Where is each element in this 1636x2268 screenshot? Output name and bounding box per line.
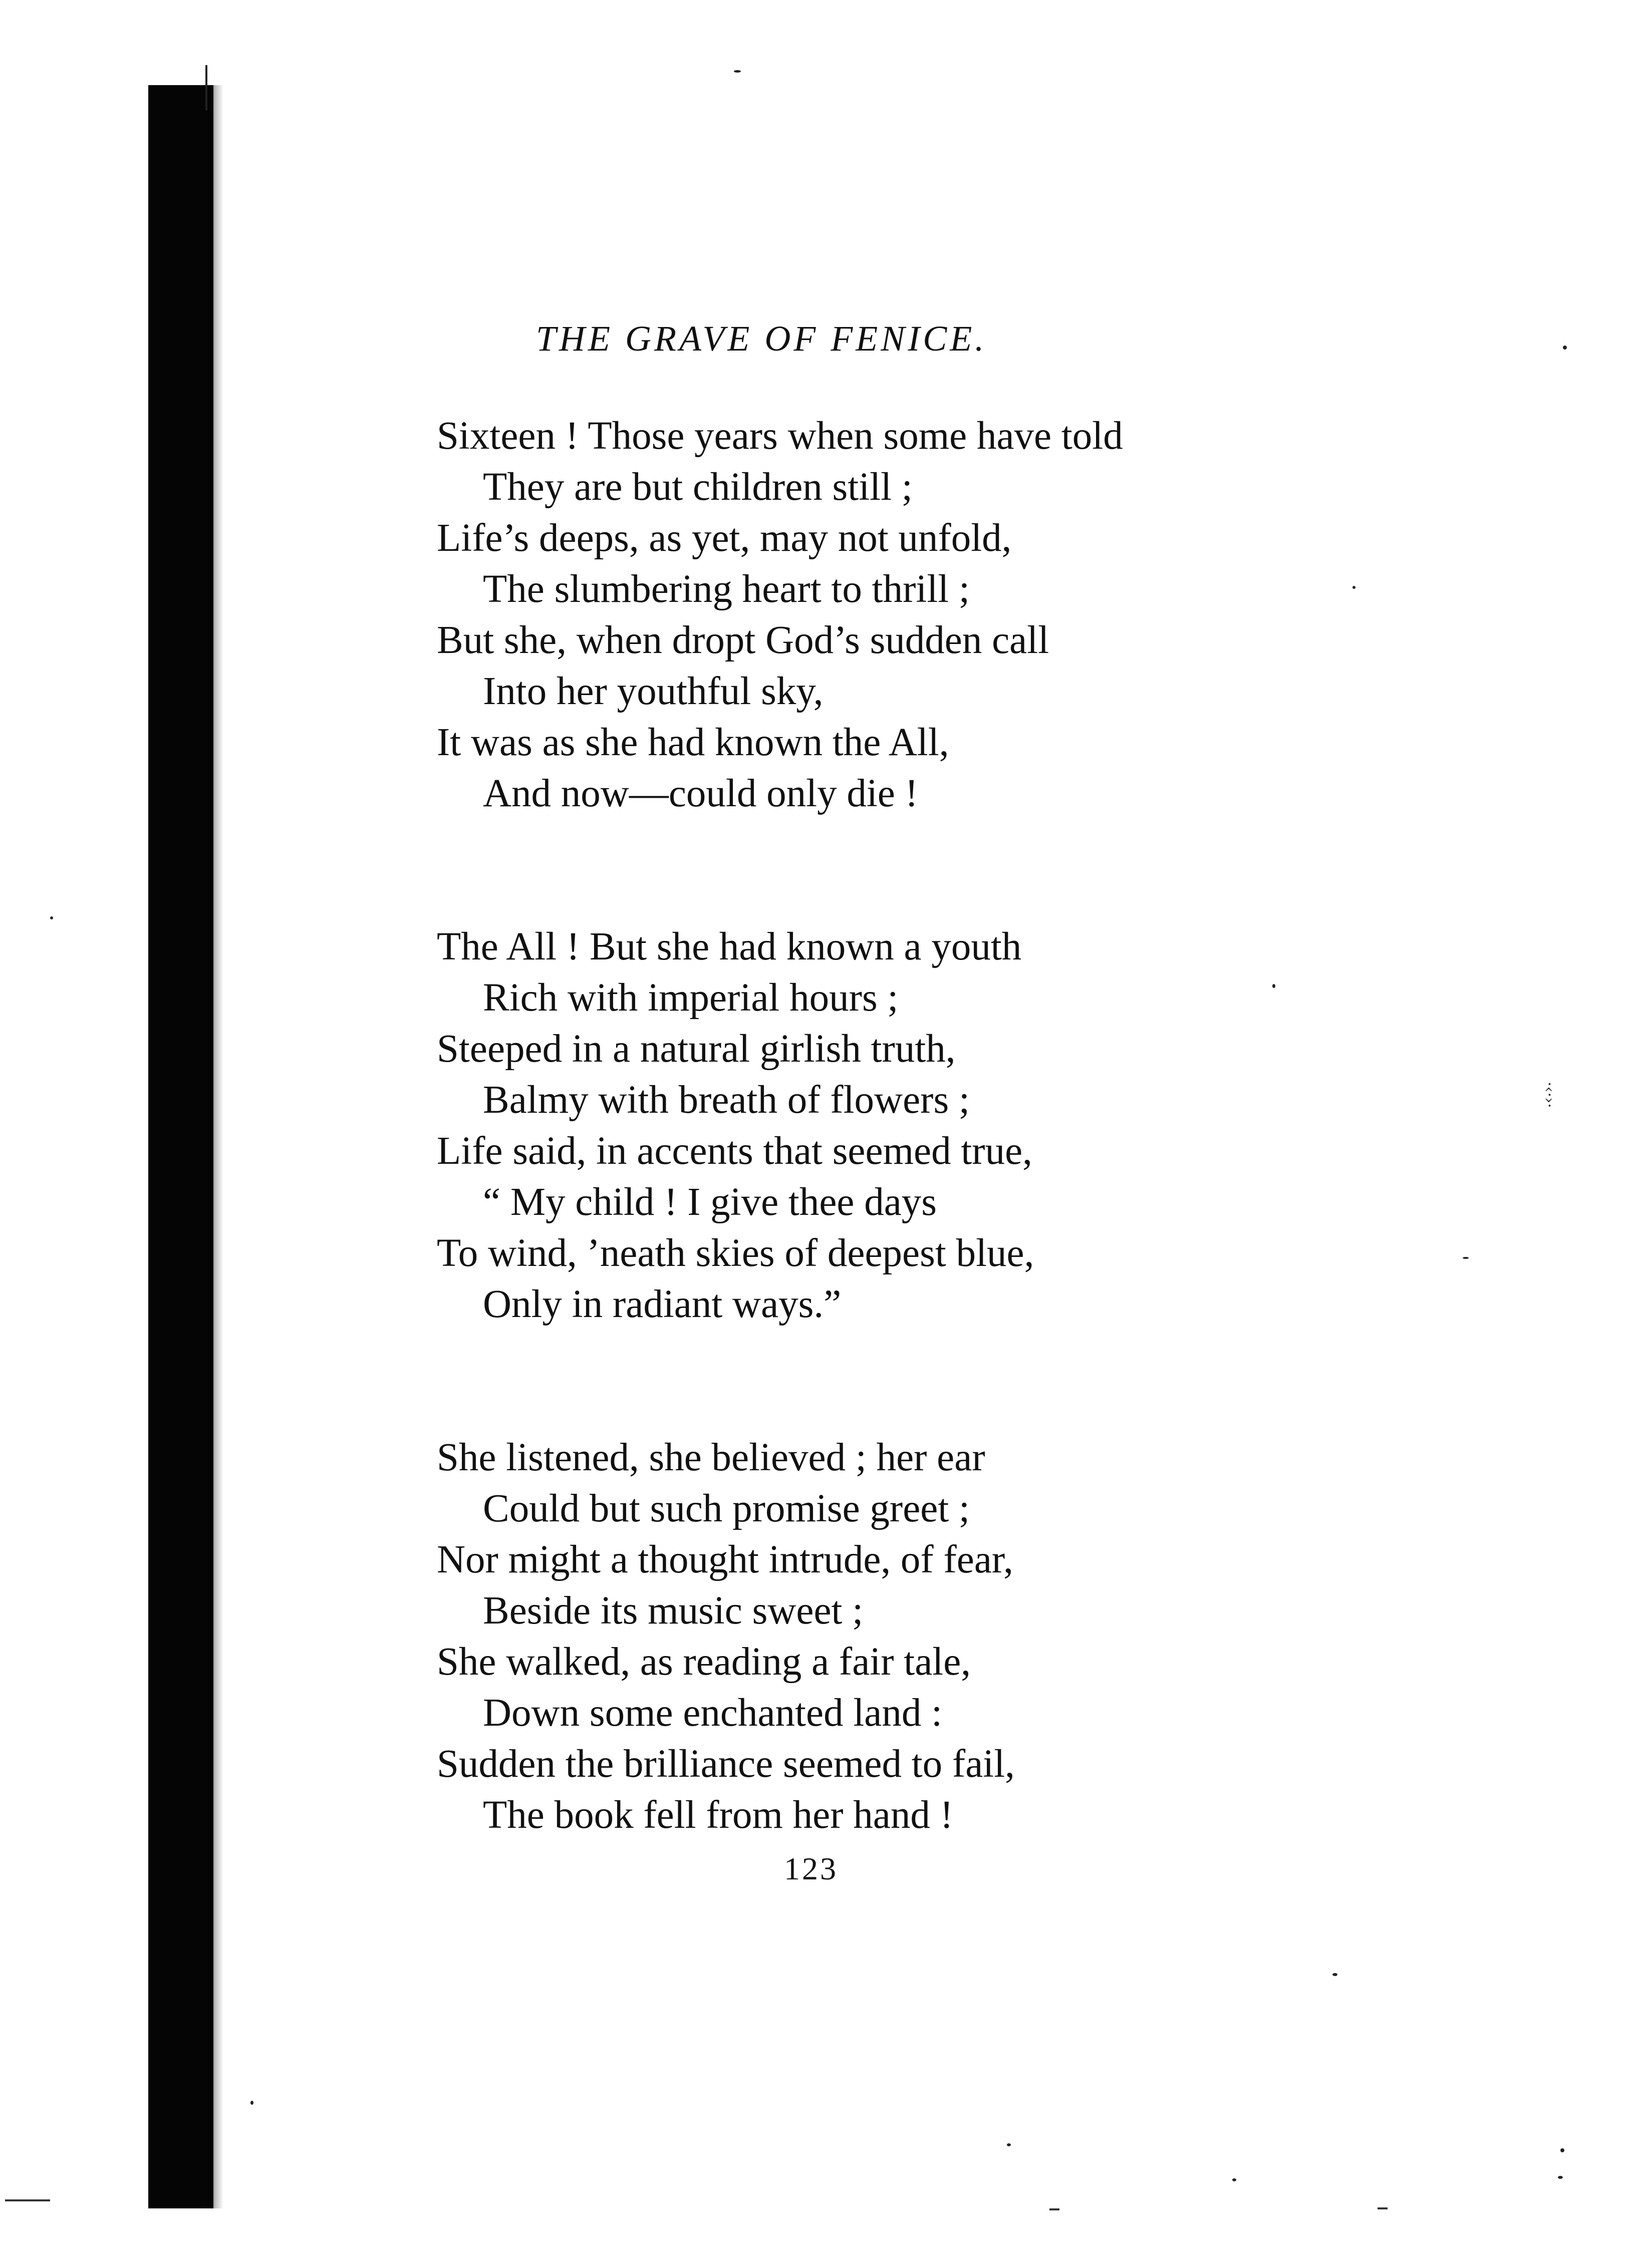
verse-line: Nor might a thought intrude, of fear, — [437, 1538, 1013, 1581]
scan-speck — [1560, 2148, 1564, 2152]
scan-speck — [1463, 1257, 1469, 1259]
verse-line: The slumbering heart to thrill ; — [483, 567, 970, 611]
verse-line: She walked, as reading a fair tale, — [437, 1640, 971, 1684]
verse-line: Sixteen ! Those years when some have told — [437, 414, 1123, 458]
scan-speck — [1332, 1973, 1337, 1976]
binding-edge-mark — [205, 65, 207, 110]
binding-shadow — [148, 85, 213, 2208]
scan-mark — [1049, 2208, 1059, 2210]
verse-line: To wind, ’neath skies of deepest blue, — [437, 1231, 1034, 1275]
scan-speck — [250, 2101, 253, 2105]
scan-mark — [5, 2199, 50, 2201]
stanza-3 — [437, 1432, 1338, 1841]
scan-edge-marks: ·‹·›· — [1540, 1082, 1558, 1108]
verse-line: But she, when dropt God’s sudden call — [437, 618, 1049, 662]
verse-line: Could but such promise greet ; — [483, 1487, 970, 1530]
verse-line: She listened, she believed ; her ear — [437, 1436, 985, 1479]
verse-line: Beside its music sweet ; — [483, 1589, 864, 1633]
verse-line: Sudden the brilliance seemed to fail, — [437, 1742, 1015, 1786]
stanza-1 — [437, 411, 1338, 819]
verse-line: They are but children still ; — [483, 465, 913, 509]
scan-speck — [1563, 346, 1567, 350]
verse-line: The book fell from her hand ! — [483, 1793, 953, 1837]
scan-speck — [50, 916, 53, 919]
page-number: 123 — [784, 1851, 838, 1886]
verse-line: “ My child ! I give thee days — [483, 1180, 937, 1224]
verse-line: Balmy with breath of flowers ; — [483, 1078, 970, 1122]
verse-line: Down some enchanted land : — [483, 1691, 943, 1735]
running-head: THE GRAVE OF FENICE. — [536, 318, 987, 359]
scan-speck — [1558, 2176, 1563, 2179]
verse-line: Into her youthful sky, — [483, 670, 824, 713]
scan-speck — [734, 70, 741, 73]
verse-line: Life’s deeps, as yet, may not unfold, — [437, 516, 1012, 560]
verse-line: Steeped in a natural girlish truth, — [437, 1027, 956, 1071]
verse-line: Life said, in accents that seemed true, — [437, 1129, 1032, 1173]
scan-speck — [1007, 2143, 1011, 2146]
scan-speck — [1352, 586, 1355, 589]
scan-mark — [1378, 2207, 1388, 2209]
stanza-2 — [437, 921, 1338, 1330]
verse-line: It was as she had known the All, — [437, 721, 949, 764]
verse-line: Only in radiant ways.” — [483, 1282, 842, 1326]
verse-line: Rich with imperial hours ; — [483, 976, 899, 1020]
verse-line: The All ! But she had known a youth — [437, 925, 1022, 968]
verse-line: And now—could only die ! — [483, 772, 918, 815]
scan-speck — [1232, 2178, 1236, 2181]
